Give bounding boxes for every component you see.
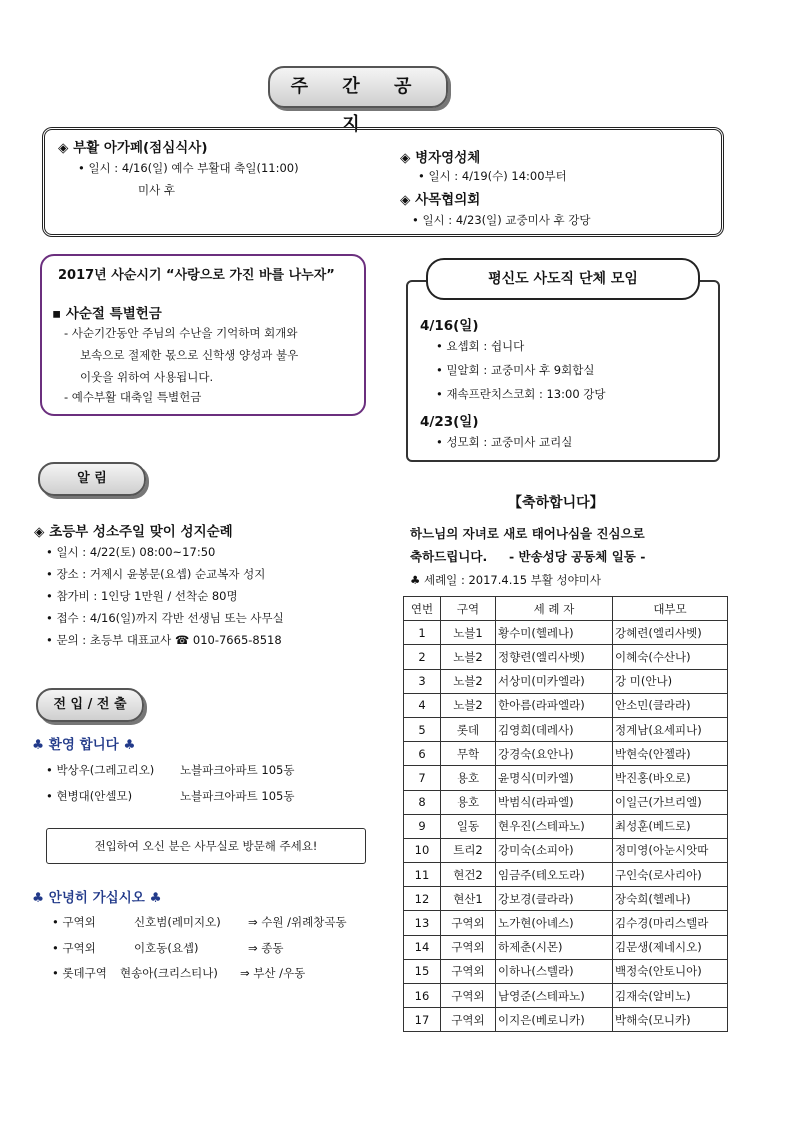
- row-area: 일동: [441, 814, 496, 838]
- announce-item: • 장소 : 거제시 윤봉문(요셉) 순교복자 성지: [46, 567, 266, 581]
- row-baptized: 노가현(아녜스): [496, 911, 613, 935]
- notice-agape-title: ◈ 부활 아가페(점심식사): [58, 140, 208, 156]
- welcome-place: 노블파크아파트 105동: [180, 763, 295, 777]
- col-number: 연번: [404, 597, 441, 621]
- row-godparent: 강혜련(엘리사벳): [613, 621, 728, 645]
- groups-date-2: 4/23(일): [420, 414, 479, 430]
- row-baptized: 서상미(미카엘라): [496, 669, 613, 693]
- row-godparent: 정계남(요세피나): [613, 717, 728, 741]
- farewell-dest: ⇒ 종동: [248, 941, 284, 955]
- row-area: 노블1: [441, 621, 496, 645]
- row-godparent: 김문생(제네시오): [613, 935, 728, 959]
- row-baptized: 현우진(스테파노): [496, 814, 613, 838]
- row-godparent: 강 미(안나): [613, 669, 728, 693]
- row-baptized: 김영희(데레사): [496, 717, 613, 741]
- row-area: 구역외: [441, 1008, 496, 1032]
- groups-item: • 재속프란치스코회 : 13:00 강당: [436, 387, 606, 401]
- row-baptized: 황수미(헬레나): [496, 621, 613, 645]
- row-number: 12: [404, 887, 441, 911]
- farewell-dest: ⇒ 부산 /우동: [240, 966, 306, 980]
- row-area: 트리2: [441, 838, 496, 862]
- row-baptized: 이지은(베로니카): [496, 1008, 613, 1032]
- row-area: 노블2: [441, 669, 496, 693]
- announce-item: • 참가비 : 1인당 1만원 / 선착순 80명: [46, 589, 238, 603]
- row-number: 4: [404, 693, 441, 717]
- welcome-place: 노블파크아파트 105동: [180, 789, 295, 803]
- farewell-dest: ⇒ 수원 /위례창곡동: [248, 915, 347, 929]
- table-row: [404, 669, 728, 693]
- row-area: 용호: [441, 790, 496, 814]
- row-area: 구역외: [441, 935, 496, 959]
- farewell-name: 이호동(요셉): [134, 941, 199, 955]
- row-number: 10: [404, 838, 441, 862]
- row-godparent: 이일근(가브리엘): [613, 790, 728, 814]
- row-godparent: 장숙희(헬레나): [613, 887, 728, 911]
- row-godparent: 구인숙(로사리아): [613, 863, 728, 887]
- page-title: 주 간 공 지: [268, 66, 448, 108]
- table-row: [404, 984, 728, 1008]
- row-godparent: 김재숙(알비노): [613, 984, 728, 1008]
- row-area: 무학: [441, 742, 496, 766]
- row-baptized: 이하나(스텔라): [496, 959, 613, 983]
- groups-date-1: 4/16(일): [420, 318, 479, 334]
- table-row: [404, 1008, 728, 1032]
- farewell-area: • 구역외: [52, 941, 96, 955]
- baptism-date: ♣ 세례일 : 2017.4.15 부활 성야미사: [410, 573, 601, 587]
- farewell-area: • 구역외: [52, 915, 96, 929]
- row-number: 6: [404, 742, 441, 766]
- table-row: [404, 863, 728, 887]
- groups-item: • 밀알회 : 교중미사 후 9회합실: [436, 363, 595, 377]
- row-baptized: 윤명식(미카엘): [496, 766, 613, 790]
- table-row: [404, 621, 728, 645]
- table-row: [404, 911, 728, 935]
- notice-agape-date: • 일시 : 4/16(일) 예수 부활대 축일(11:00): [78, 161, 299, 175]
- row-number: 15: [404, 959, 441, 983]
- announce-item: • 접수 : 4/16(일)까지 각반 선생님 또는 사무실: [46, 611, 284, 625]
- row-number: 5: [404, 717, 441, 741]
- row-baptized: 강미숙(소피아): [496, 838, 613, 862]
- table-row: [404, 887, 728, 911]
- row-area: 현건2: [441, 863, 496, 887]
- row-number: 13: [404, 911, 441, 935]
- table-row: [404, 645, 728, 669]
- lent-offering-title: ▪ 사순절 특별헌금: [52, 306, 162, 322]
- row-number: 2: [404, 645, 441, 669]
- table-row: [404, 959, 728, 983]
- farewell-name: 현송아(크리스티나): [120, 966, 218, 980]
- table-row: [404, 717, 728, 741]
- lent-title: 2017년 사순시기 “사랑으로 가진 바를 나누자”: [58, 268, 335, 283]
- row-godparent: 최성훈(베드로): [613, 814, 728, 838]
- announce-label: 알 림: [38, 462, 146, 496]
- welcome-title: ♣ 환영 합니다 ♣: [32, 737, 136, 753]
- notice-council-title: ◈ 사목협의회: [400, 192, 481, 208]
- row-baptized: 박범식(라파엘): [496, 790, 613, 814]
- notice-council-date: • 일시 : 4/23(일) 교중미사 후 강당: [412, 213, 591, 227]
- row-godparent: 이혜숙(수산나): [613, 645, 728, 669]
- lent-body-4: - 예수부활 대축일 특별헌금: [64, 390, 202, 404]
- col-godparent: 대부모: [613, 597, 728, 621]
- announce-item: • 일시 : 4/22(토) 08:00~17:50: [46, 545, 216, 559]
- announce-title: ◈ 초등부 성소주일 맞이 성지순례: [34, 524, 233, 540]
- office-visit-message: 전입하여 오신 분은 사무실로 방문해 주세요!: [46, 828, 366, 864]
- table-row: [404, 790, 728, 814]
- lent-body-2: 보속으로 절제한 몫으로 신학생 양성과 불우: [80, 348, 299, 362]
- row-number: 14: [404, 935, 441, 959]
- row-area: 노블2: [441, 693, 496, 717]
- notice-communion-title: ◈ 병자영성체: [400, 150, 481, 166]
- row-number: 8: [404, 790, 441, 814]
- row-number: 17: [404, 1008, 441, 1032]
- groups-item: • 요셉회 : 쉽니다: [436, 339, 525, 353]
- row-number: 16: [404, 984, 441, 1008]
- col-baptized: 세 례 자: [496, 597, 613, 621]
- row-godparent: 정미영(아눈시앗따: [613, 838, 728, 862]
- table-row: [404, 742, 728, 766]
- row-godparent: 박진홍(바오로): [613, 766, 728, 790]
- table-row: [404, 935, 728, 959]
- row-baptized: 하제춘(시몬): [496, 935, 613, 959]
- groups-title: 평신도 사도직 단체 모임: [426, 258, 700, 300]
- row-number: 1: [404, 621, 441, 645]
- row-baptized: 강경숙(요안나): [496, 742, 613, 766]
- row-number: 7: [404, 766, 441, 790]
- table-row: [404, 838, 728, 862]
- row-baptized: 강보경(클라라): [496, 887, 613, 911]
- row-number: 11: [404, 863, 441, 887]
- farewell-title: ♣ 안녕히 가십시오 ♣: [32, 890, 162, 906]
- notice-agape-after: 미사 후: [138, 183, 175, 197]
- table-row: [404, 766, 728, 790]
- table-row: [404, 693, 728, 717]
- baptism-table: [403, 596, 728, 1032]
- row-godparent: 박현숙(안젤라): [613, 742, 728, 766]
- row-area: 롯데: [441, 717, 496, 741]
- notice-communion-date: • 일시 : 4/19(수) 14:00부터: [418, 169, 567, 183]
- row-number: 9: [404, 814, 441, 838]
- table-row: [404, 814, 728, 838]
- welcome-name: • 현병대(안셀모): [46, 789, 133, 803]
- row-godparent: 박해숙(모니카): [613, 1008, 728, 1032]
- row-baptized: 정향련(엘리사벳): [496, 645, 613, 669]
- farewell-name: 신호범(레미지오): [134, 915, 221, 929]
- welcome-name: • 박상우(그레고리오): [46, 763, 155, 777]
- row-number: 3: [404, 669, 441, 693]
- groups-item: • 성모회 : 교중미사 교리실: [436, 435, 573, 449]
- baptism-message-2: 축하드립니다. - 반송성당 공동체 일동 -: [410, 549, 646, 564]
- row-area: 구역외: [441, 911, 496, 935]
- row-baptized: 남영준(스테파노): [496, 984, 613, 1008]
- row-baptized: 임금주(테오도라): [496, 863, 613, 887]
- announce-item: • 문의 : 초등부 대표교사 ☎ 010-7665-8518: [46, 633, 282, 647]
- row-area: 용호: [441, 766, 496, 790]
- lent-body-3: 이웃을 위하여 사용됩니다.: [80, 370, 214, 384]
- baptism-heading: 【축하합니다】: [508, 495, 604, 511]
- col-area: 구역: [441, 597, 496, 621]
- table-header-row: [404, 597, 728, 621]
- row-area: 현산1: [441, 887, 496, 911]
- move-label: 전 입 / 전 출: [36, 688, 144, 722]
- row-godparent: 안소민(클라라): [613, 693, 728, 717]
- row-area: 구역외: [441, 984, 496, 1008]
- baptism-message-1: 하느님의 자녀로 새로 태어나심을 진심으로: [410, 526, 645, 541]
- row-area: 구역외: [441, 959, 496, 983]
- row-baptized: 한아름(라파엘라): [496, 693, 613, 717]
- lent-body-1: - 사순기간동안 주님의 수난을 기억하며 회개와: [64, 326, 298, 340]
- row-godparent: 백정숙(안토니아): [613, 959, 728, 983]
- row-area: 노블2: [441, 645, 496, 669]
- row-godparent: 김수경(마리스텔라: [613, 911, 728, 935]
- farewell-area: • 롯데구역: [52, 966, 107, 980]
